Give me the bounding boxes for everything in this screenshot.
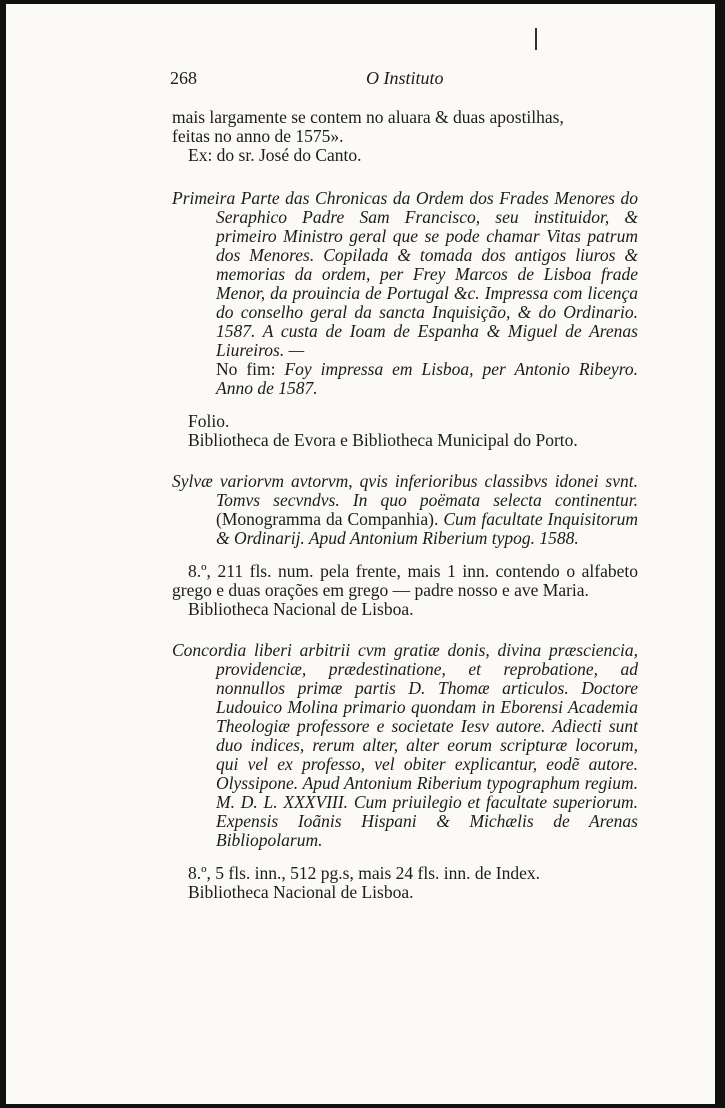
colophon-text: Foy impressa em Lisboa, per Antonio Ribeyro. Anno de 1587.: [216, 359, 638, 398]
continued-line-1: mais largamente se contem no aluara & duas apostilhas,: [172, 107, 564, 127]
sylvae-title-b: Cum facultate Inquisitorum & Ordinarij. Apud Antonium Riberium typog. 1588.: [216, 509, 638, 548]
continued-line-2: feitas no anno de 1575».: [172, 126, 344, 146]
chronicas-colophon: [172, 360, 638, 398]
sylvae-title: [172, 472, 638, 548]
chronicas-libraries: Bibliotheca de Evora e Bibliotheca Municipal do Porto.: [188, 430, 578, 450]
entry-sylvae: [172, 472, 638, 619]
chronicas-format: Folio.: [188, 411, 230, 431]
concordia-title: Concordia liberi arbitrii cvm gratiæ donis, divina præscienciа, providenciæ, prædestinatione, et reprobatione, ad nonnullos primæ partis D. Thomæ articulos. Doctore Ludouico Molina primario quondam in Eborensi Academia Theologiæ professore e societate Iesv autore. Adiecti sunt duo indices, rerum alter, alter eorum scripturæ locorum, qui vel ex professo, vel obiter explicantur, eodẽ autore. Olyssipone. Apud Antonium Riberium typographum regium. M. D. L. XXXVIII. Cum priuilegio et facultate superiorum. Expensis Ioãnis Hispani & Michælis de Arenas Bibliopolarum.: [172, 640, 638, 850]
sylvae-description: 8.º, 211 fls. num. pela frente, mais 1 inn. contendo o alfabeto grego e duas orações em grego — padre nosso e ave Maria.: [172, 561, 638, 600]
chronicas-title: Primeira Parte das Chronicas da Ordem dos Frades Menores do Seraphico Padre Sam Francisco, seu instituidor, & primeiro Ministro geral que se pode chamar Vitas patrum dos Menores. Copilada & tomada dos antigos liuros & memorias da ordem, per Frey Marcos de Lisboa frade Menor, da prouincia de Portugal &c. Impressa com licença do conselho geral da sancta Inquisição, & do Ordinario. 1587. A custa de Ioam de Espanha & Miguel de Arenas Liureiros. —: [172, 188, 638, 360]
colophon-lead: No fim:: [216, 359, 285, 379]
page-body: [172, 108, 638, 902]
running-title: O Instituto: [366, 68, 444, 88]
entry-concordia: [172, 641, 638, 902]
sylvae-libraries: Bibliotheca Nacional de Lisboa.: [188, 599, 414, 619]
sylvae-monogram-note: (Monogramma da Companhia).: [216, 509, 444, 529]
concordia-libraries: Bibliotheca Nacional de Lisboa.: [188, 882, 414, 902]
sylvae-title-a: Sylvæ variorvm avtorvm, qvis inferioribus classibvs idonei svnt. Tomvs secvndvs. In quo poëmata selecta continentur.: [172, 471, 638, 510]
concordia-description: 8.º, 5 fls. inn., 512 pg.s, mais 24 fls. inn. de Index.: [188, 863, 540, 883]
exemplar-note: Ex: do sr. José do Canto.: [188, 145, 362, 165]
page-number: 268: [170, 68, 197, 88]
page-header: [170, 68, 638, 92]
entry-chronicas: [172, 189, 638, 450]
